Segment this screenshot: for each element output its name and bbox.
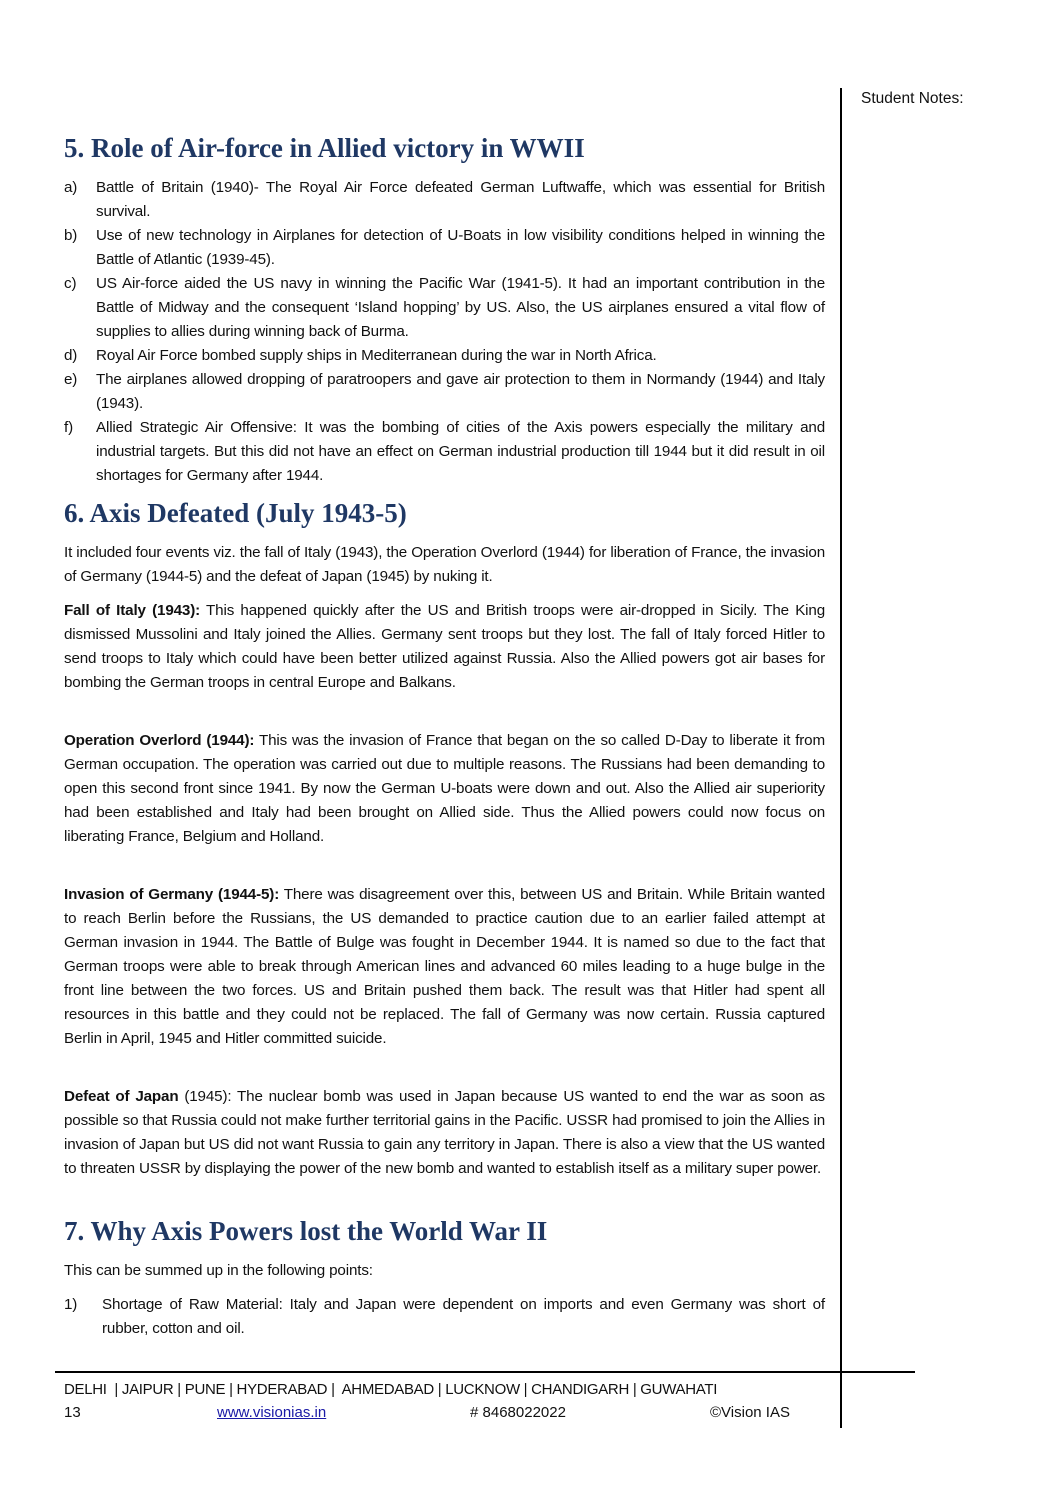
paragraph-text: There was disagreement over this, between US and Britain. While Britain wanted to reach Berlin before the Russians, the US demanded to practice caution due to an earlier failed attempt at German invasion in 1944. The Battle of Bulge was fought in December 1944. It is named so due to the fact that German troops were able to break through American lines and advanced 60 miles leading to a huge bulge in the front line between the two forces. US and Britain pushed them back. The result was that Hitler had spent all resources in this battle and they could not be replaced. The fall of Germany was now certain. Russia captured Berlin in April, 1945 and Hitler committed suicide. — [64, 886, 825, 1047]
list-item — [64, 272, 825, 344]
list-marker: f) — [64, 419, 73, 436]
list-text: Royal Air Force bombed supply ships in Mediterranean during the war in North Africa. — [96, 347, 657, 364]
list-text: Battle of Britain (1940)- The Royal Air Force defeated German Luftwaffe, which was essential for British survival. — [96, 179, 825, 220]
notes-divider — [840, 88, 842, 1428]
section-6-intro: It included four events viz. the fall of Italy (1943), the Operation Overlord (1944) for liberation of France, the invasion of Germany (1944-5) and the defeat of Japan (1945) by nuking it. — [64, 544, 825, 585]
paragraph-label: Invasion of Germany (1944-5): — [64, 886, 280, 903]
page-number: 13 — [64, 1404, 81, 1421]
footer-divider — [55, 1371, 915, 1373]
section-7-heading: 7. Why Axis Powers lost the World War II — [64, 1216, 548, 1246]
phone-number: # 8468022022 — [470, 1404, 566, 1421]
website-link[interactable]: www.visionias.in — [217, 1404, 327, 1421]
list-marker: c) — [64, 275, 77, 292]
list-marker: 1) — [64, 1296, 78, 1313]
paragraph-text: (1945): The nuclear bomb was used in Japan because US wanted to end the war as soon as possible so that Russia could not make further territorial gains in the Pacific. USSR had promised to join the Allies in invasion of Japan but US did not want Russia to gain any territory in Japan. There is also a view that the US wanted to threaten USSR by displaying the power of the new bomb and wanted to establish itself as a military super power. — [64, 1088, 825, 1177]
section-7-intro: This can be summed up in the following points: — [64, 1262, 373, 1279]
list-text: Shortage of Raw Material: Italy and Japan were dependent on imports and even Germany was short of rubber, cotton and oil. — [102, 1296, 825, 1337]
paragraph-label: Defeat of Japan — [64, 1088, 179, 1105]
paragraph-invasion-of-germany — [64, 883, 825, 1051]
paragraph-defeat-of-japan — [64, 1085, 825, 1181]
paragraph-text: This was the invasion of France that began on the so called D-Day to liberate it from German occupation. The operation was carried out due to multiple reasons. The Russians had been demanding to open this second front since 1941. By now the German U-boats were down and out. Also the Allied air superiority had been established and Italy had been brought on Allied side. Thus the Allied powers could now focus on liberating France, Belgium and Holland. — [64, 732, 825, 845]
section-6-heading: 6. Axis Defeated (July 1943-5) — [64, 498, 407, 528]
paragraph-text: This happened quickly after the US and British troops were air-dropped in Sicily. The King dismissed Mussolini and Italy joined the Allies. Germany sent troops but they lost. The fall of Italy forced Hitler to send troops to Italy which could have been better utilized against Russia. Also the Allied powers got air bases for bombing the German troops in central Europe and Balkans. — [64, 602, 826, 691]
student-notes-label: Student Notes: — [861, 90, 964, 107]
list-marker: a) — [64, 179, 78, 196]
section-7-list — [64, 1293, 825, 1341]
footer-cities: DELHI | JAIPUR | PUNE | HYDERABAD | AHMEDABAD | LUCKNOW | CHANDIGARH | GUWAHATI — [64, 1381, 718, 1398]
list-item — [64, 1293, 825, 1341]
section-5-list — [64, 176, 825, 488]
list-marker: b) — [64, 227, 78, 244]
list-item — [64, 416, 825, 488]
paragraph-operation-overlord — [64, 729, 825, 849]
list-text: Use of new technology in Airplanes for detection of U-Boats in low visibility conditions helped in winning the Battle of Atlantic (1939-45). — [96, 227, 825, 268]
section-5-heading: 5. Role of Air-force in Allied victory in WWII — [64, 133, 585, 163]
copyright: ©Vision IAS — [710, 1404, 790, 1421]
list-item — [64, 224, 825, 272]
list-item — [64, 344, 825, 368]
list-marker: e) — [64, 371, 78, 388]
paragraph-label: Fall of Italy (1943): — [64, 602, 201, 619]
list-text: Allied Strategic Air Offensive: It was the bombing of cities of the Axis powers especially the military and industrial targets. But this did not have an effect on German industrial production till 1944 but it did result in oil shortages for Germany after 1944. — [96, 419, 825, 484]
list-text: US Air-force aided the US navy in winning the Pacific War (1941-5). It had an important contribution in the Battle of Midway and the consequent ‘Island hopping’ by US. Also, the US airplanes ensured a vital flow of supplies to allies during winning back of Burma. — [96, 275, 825, 340]
list-text: The airplanes allowed dropping of paratroopers and gave air protection to them in Normandy (1944) and Italy (1943). — [96, 371, 825, 412]
paragraph-label: Operation Overlord (1944): — [64, 732, 255, 749]
list-item — [64, 368, 825, 416]
list-item — [64, 176, 825, 224]
list-marker: d) — [64, 347, 78, 364]
paragraph-fall-of-italy — [64, 599, 825, 695]
